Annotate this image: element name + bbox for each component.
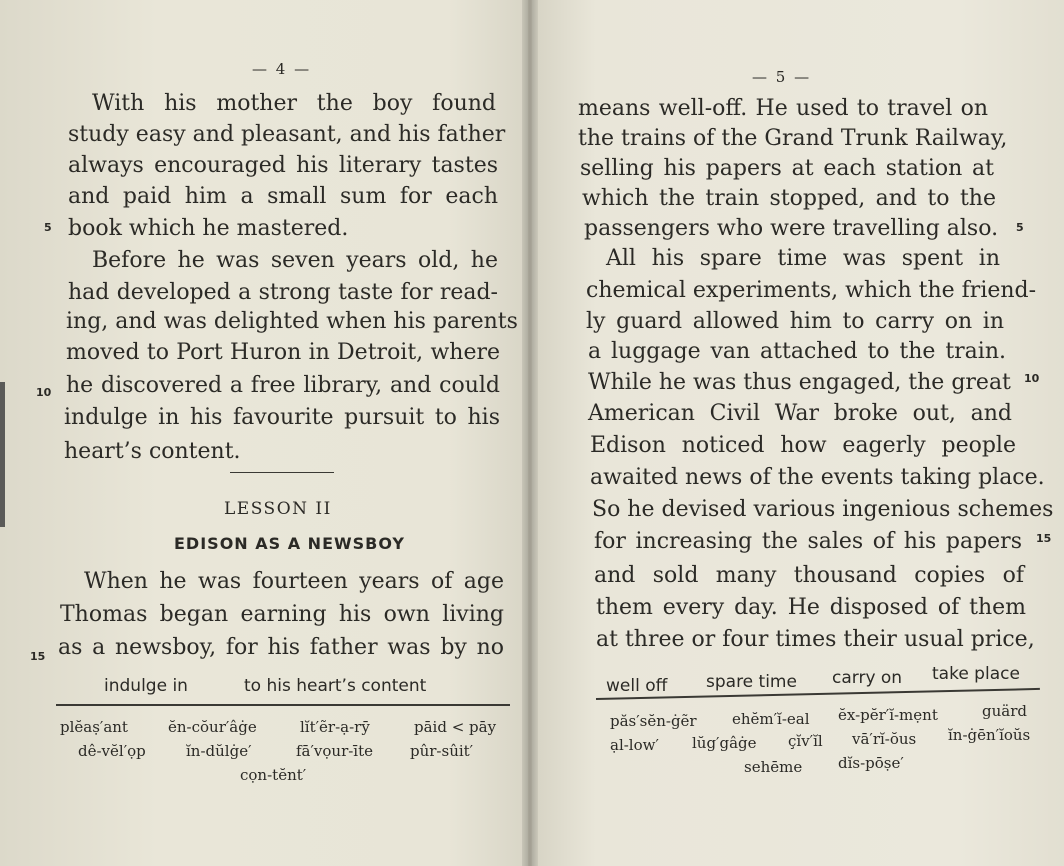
- text-line: American Civil War broke out, and: [588, 401, 1012, 426]
- text-line: study easy and pleasant, and his father: [68, 122, 506, 147]
- phrase: well off: [606, 676, 668, 696]
- line-number: 15: [30, 650, 46, 663]
- text-line-content: means well-off. He used to travel on: [578, 96, 988, 121]
- text-line: Before he was seven years old, he: [92, 248, 498, 273]
- text-line: had developed a strong taste for read-: [68, 280, 498, 305]
- text-line: as a newsboy, for his father was by no: [58, 635, 504, 660]
- lesson-title: EDISON AS A NEWSBOY: [174, 534, 405, 553]
- text-line: which the train stopped, and to the: [582, 186, 996, 211]
- pronunciation: vā′rĭ-ŏus: [852, 730, 917, 748]
- pronunciation: pûr-sûit′: [410, 742, 474, 760]
- phrase: spare time: [706, 672, 797, 692]
- lesson-label: LESSON II: [224, 499, 332, 519]
- footer-rule: [56, 704, 510, 706]
- text-line: ly guard allowed him to carry on in: [586, 309, 1004, 334]
- pronunciation: çĭv′ĭl: [788, 732, 823, 750]
- page-number: — 4 —: [252, 60, 312, 78]
- text-line: a luggage van attached to the train.: [588, 339, 1006, 364]
- pronunciation: dĭs-pōṣe′: [838, 754, 904, 772]
- text-line: the trains of the Grand Trunk Railway,: [578, 126, 1008, 151]
- page-edge-tab: [0, 382, 5, 527]
- text-line: he discovered a free library, and could: [66, 373, 500, 398]
- text-line: While he was thus engaged, the great: [588, 370, 1011, 395]
- pronunciation: dê-vĕl′ọp: [78, 742, 146, 760]
- pronunciation: ĭn-ġēn′ĭoŭs: [948, 726, 1031, 744]
- text-line: indulge in his favourite pursuit to his: [64, 405, 500, 430]
- text-line: selling his papers at each station at: [580, 156, 994, 181]
- pronunciation: fā′vọur-īte: [296, 742, 374, 760]
- line-number: 5: [1016, 221, 1024, 234]
- pronunciation: lĭt′ẽr-ạ-rȳ: [300, 718, 370, 736]
- phrase: indulge in: [104, 676, 188, 696]
- text-line: passengers who were travelling also.: [584, 216, 999, 241]
- text-line: chemical experiments, which the friend-: [586, 278, 1037, 303]
- pronunciation: ehĕm′ĭ-eal: [732, 710, 810, 728]
- text-line: ing, and was delighted when his parents: [66, 309, 518, 334]
- line-number: 15: [1036, 532, 1052, 545]
- line-number: 10: [36, 386, 52, 399]
- text-line: for increasing the sales of his papers: [594, 529, 1022, 554]
- text-line: and paid him a small sum for each: [68, 184, 498, 209]
- text-line: and sold many thousand copies of: [594, 563, 1024, 588]
- pronunciation: ạl-low′: [610, 736, 659, 754]
- text-line: book which he mastered.: [68, 216, 349, 241]
- page-number: — 5 —: [752, 68, 812, 86]
- pronunciation: lŭg′gâġe: [692, 734, 757, 752]
- text-line: When he was fourteen years of age: [84, 569, 504, 594]
- text-line: Edison noticed how eagerly people: [590, 433, 1016, 458]
- line-number: 5: [44, 221, 52, 234]
- book-gutter: [522, 0, 538, 866]
- text-line: With his mother the boy found: [92, 91, 496, 116]
- text-line: [578, 95, 988, 123]
- text-line: them every day. He disposed of them: [596, 595, 1026, 620]
- right-page: [532, 0, 1064, 866]
- text-line: Thomas began earning his own living: [60, 602, 504, 627]
- pronunciation: guärd: [982, 702, 1027, 720]
- phrase: take place: [932, 664, 1020, 684]
- text-line: moved to Port Huron in Detroit, where: [66, 340, 500, 365]
- pronunciation: plĕaṣ′ant: [60, 718, 128, 736]
- pronunciation: ĕn-cŏur′âġe: [168, 718, 257, 736]
- section-divider: [230, 472, 334, 473]
- left-page: [0, 0, 528, 866]
- text-line: at three or four times their usual price,: [596, 627, 1035, 652]
- line-number: 10: [1024, 372, 1040, 385]
- pronunciation: ĭn-dŭlġe′: [186, 742, 252, 760]
- phrase: to his heart’s content: [244, 676, 427, 696]
- text-line: All his spare time was spent in: [606, 246, 1000, 271]
- phrase: carry on: [832, 668, 903, 688]
- pronunciation: păs′sĕn-ġẽr: [610, 712, 697, 730]
- text-line: always encouraged his literary tastes: [68, 153, 498, 178]
- text-line: awaited news of the events taking place.: [590, 465, 1045, 490]
- pronunciation: pāid < pāy: [414, 718, 497, 736]
- pronunciation: sehēme: [744, 758, 803, 776]
- text-line: heart’s content.: [64, 439, 241, 464]
- pronunciation: ĕx-pĕr′ĭ-mẹnt: [838, 706, 938, 724]
- pronunciation: cọn-tĕnt′: [240, 766, 307, 784]
- text-line: So he devised various ingenious schemes: [592, 497, 1054, 522]
